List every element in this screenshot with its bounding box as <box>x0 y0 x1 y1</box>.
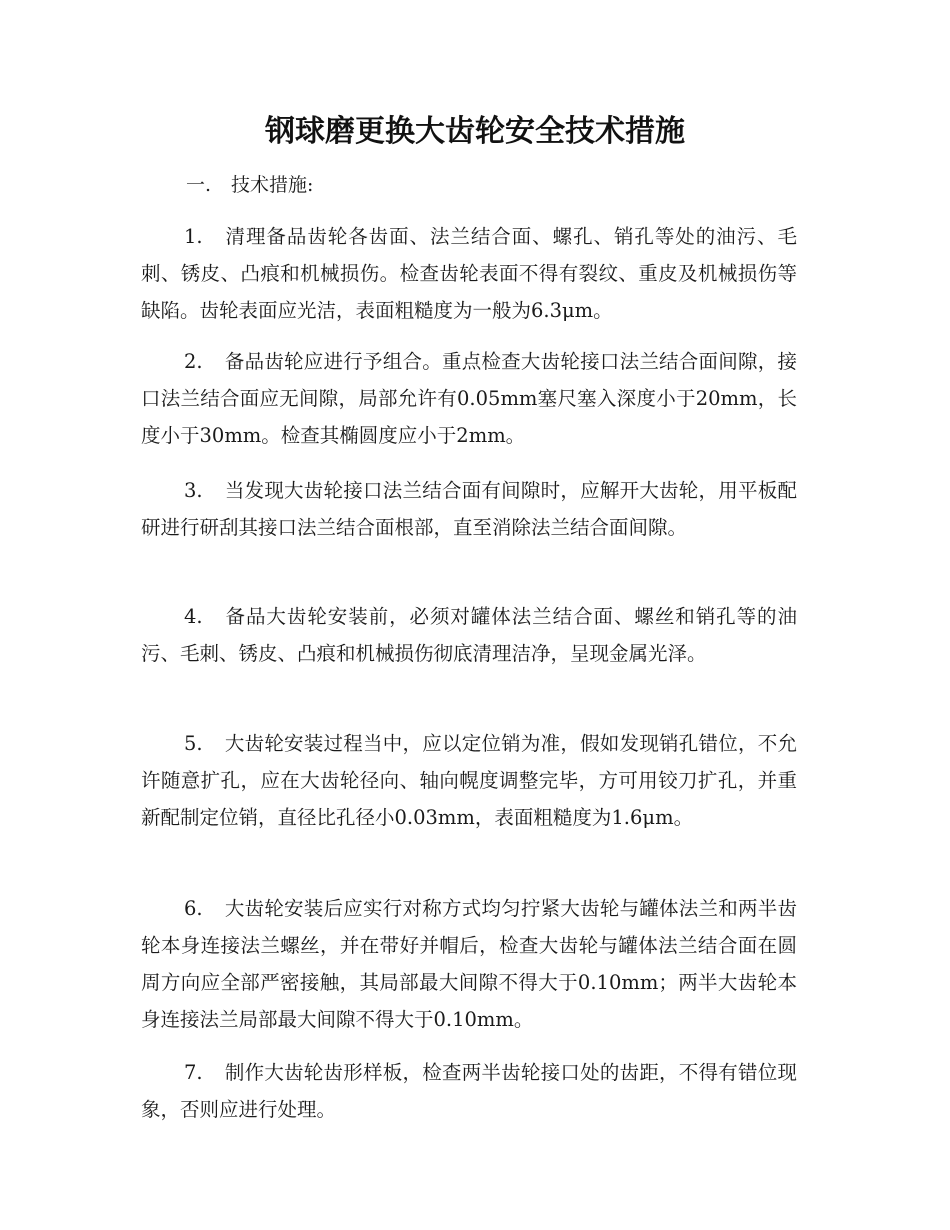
list-item <box>141 472 797 546</box>
item-number: 1. <box>184 225 203 248</box>
section-number: 一. <box>186 174 212 196</box>
item-number: 5. <box>184 732 203 755</box>
item-text: 备品大齿轮安装前，必须对罐体法兰结合面、螺丝和销孔等的油污、毛刺、锈皮、凸痕和机械损伤彻底清理洁净，呈现金属光泽。 <box>141 605 797 665</box>
list-item <box>141 725 797 836</box>
item-number: 4. <box>184 605 203 628</box>
item-number: 7. <box>184 1061 203 1084</box>
item-number: 6. <box>184 897 203 920</box>
item-text: 清理备品齿轮各齿面、法兰结合面、螺孔、销孔等处的油污、毛刺、锈皮、凸痕和机械损伤。检查齿轮表面不得有裂纹、重皮及机械损伤等缺陷。齿轮表面应光洁，表面粗糙度为一般为6.3μm。 <box>141 225 797 322</box>
section-heading-text: 技术措施: <box>231 174 314 196</box>
section-heading <box>186 170 313 200</box>
item-text: 当发现大齿轮接口法兰结合面有间隙时，应解开大齿轮，用平板配研进行研刮其接口法兰结合面根部，直至消除法兰结合面间隙。 <box>141 479 797 539</box>
list-item <box>141 890 797 1038</box>
list-item <box>141 218 797 329</box>
item-number: 2. <box>184 350 203 373</box>
page-title: 钢球磨更换大齿轮安全技术措施 <box>265 114 685 149</box>
list-item <box>141 1054 797 1128</box>
item-text: 大齿轮安装后应实行对称方式均匀拧紧大齿轮与罐体法兰和两半齿轮本身连接法兰螺丝，并在带好并帽后，检查大齿轮与罐体法兰结合面在圆周方向应全部严密接触，其局部最大间隙不得大于0.10mm；两半大齿轮本身连接法兰局部最大间隙不得大于0.10mm。 <box>141 897 797 1031</box>
item-text: 制作大齿轮齿形样板，检查两半齿轮接口处的齿距，不得有错位现象，否则应进行处理。 <box>141 1061 797 1121</box>
list-item <box>141 598 797 672</box>
list-item <box>141 343 797 454</box>
item-number: 3. <box>184 479 203 502</box>
item-text: 大齿轮安装过程当中，应以定位销为准，假如发现销孔错位，不允许随意扩孔，应在大齿轮径向、轴向幌度调整完毕，方可用铰刀扩孔，并重新配制定位销，直径比孔径小0.03mm，表面粗糙度为1.6μm。 <box>141 732 797 829</box>
item-text: 备品齿轮应进行予组合。重点检查大齿轮接口法兰结合面间隙，接口法兰结合面应无间隙，局部允许有0.05mm塞尺塞入深度小于20mm，长度小于30mm。检查其椭圆度应小于2mm。 <box>141 350 797 447</box>
